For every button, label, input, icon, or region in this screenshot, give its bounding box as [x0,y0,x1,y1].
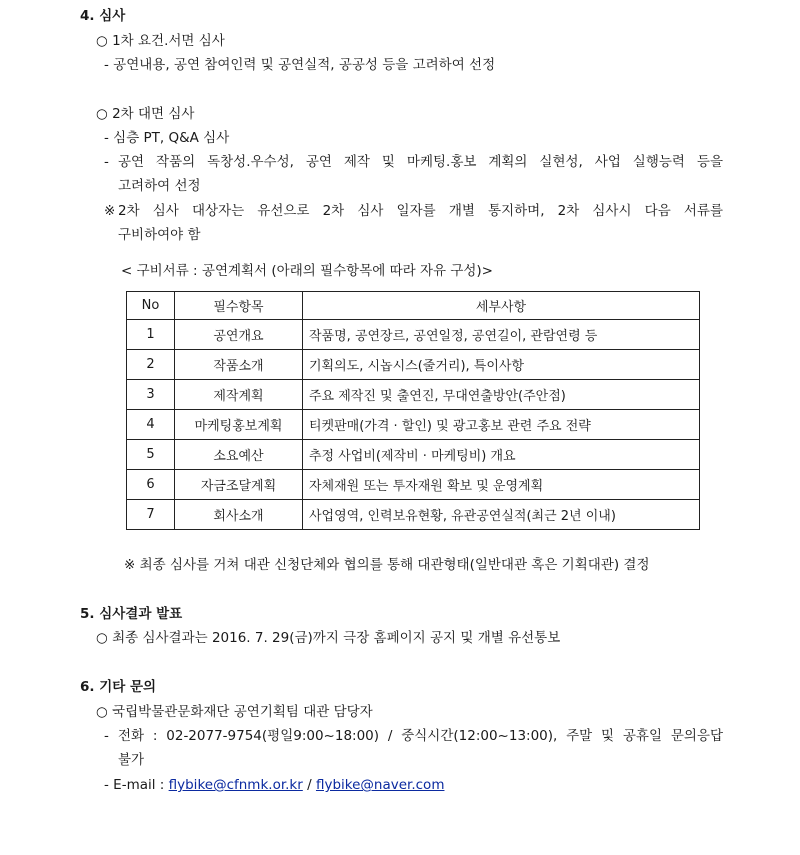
row-no: 1 [127,320,175,350]
round2-note-line2: 구비하여야 함 [118,227,201,243]
row-no: 3 [127,380,175,410]
table-row [127,410,700,440]
table-row [127,350,700,380]
row-detail: 추정 사업비(제작비 · 마케팅비) 개요 [303,440,700,470]
round1-title: ○ 1차 요건.서면 심사 [96,33,225,49]
section-4-heading: 4. 심사 [80,8,126,24]
table-row [127,470,700,500]
docs-caption: < 구비서류 : 공연계획서 (아래의 필수항목에 따라 자유 구성)> [121,263,493,279]
row-detail: 사업영역, 인력보유현황, 유관공연실적(최근 2년 이내) [303,500,700,530]
row-detail: 자체재원 또는 투자재원 확보 및 운영계획 [303,470,700,500]
round2-item2-line2: 고려하여 선정 [118,178,201,194]
final-review-note: ※ 최종 심사를 거쳐 대관 신청단체와 협의를 통해 대관형태(일반대관 혹은 기획대관) 결정 [124,557,650,573]
section-5-heading: 5. 심사결과 발표 [80,606,183,622]
round2-note-mark: ※ [104,203,116,219]
row-item: 회사소개 [175,500,303,530]
round2-item1: - 심층 PT, Q&A 심사 [104,130,230,146]
row-item: 제작계획 [175,380,303,410]
row-no: 2 [127,350,175,380]
phone-line2: 불가 [118,752,145,768]
row-no: 6 [127,470,175,500]
header-detail: 세부사항 [303,292,700,320]
header-item: 필수항목 [175,292,303,320]
contact-title: ○ 국립박물관문화재단 공연기획팀 대관 담당자 [96,704,373,720]
email-link-cfnmk[interactable]: flybike@cfnmk.or.kr [168,777,303,793]
header-no: No [127,292,175,320]
round1-desc: - 공연내용, 공연 참여인력 및 공연실적, 공공성 등을 고려하여 선정 [104,57,496,73]
row-item: 소요예산 [175,440,303,470]
round2-item2-dash: - [104,154,109,170]
required-items-table [126,291,700,530]
row-no: 4 [127,410,175,440]
row-no: 5 [127,440,175,470]
row-no: 7 [127,500,175,530]
phone-dash: - [104,728,109,744]
row-detail: 기획의도, 시놉시스(줄거리), 특이사항 [303,350,700,380]
round2-note-line1: 2차 심사 대상자는 유선으로 2차 심사 일자를 개별 통지하며, 2차 심사시 다음 서류를 [118,203,723,219]
round2-title: ○ 2차 대면 심사 [96,106,195,122]
table-row [127,320,700,350]
table-row [127,380,700,410]
email-link-naver[interactable]: flybike@naver.com [315,777,445,793]
row-detail: 티켓판매(가격 · 할인) 및 광고홍보 관련 주요 전략 [303,410,700,440]
email-label: - E-mail : [104,777,169,793]
table-row [127,440,700,470]
row-detail: 작품명, 공연장르, 공연일정, 공연길이, 관람연령 등 [303,320,700,350]
phone-line1: 전화 : 02-2077-9754(평일9:00~18:00) / 중식시간(12:00~13:00), 주말 및 공휴일 문의응답 [118,728,723,744]
email-separator: / [302,777,316,793]
table-row [127,500,700,530]
row-item: 마케팅홍보계획 [175,410,303,440]
round2-item2-line1: 공연 작품의 독창성.우수성, 공연 제작 및 마케팅.홍보 계획의 실현성, 사업 실행능력 등을 [118,154,723,170]
row-detail: 주요 제작진 및 출연진, 무대연출방안(주안점) [303,380,700,410]
row-item: 공연개요 [175,320,303,350]
email-row [104,775,444,795]
row-item: 작품소개 [175,350,303,380]
table-header-row [127,292,700,320]
result-announcement: ○ 최종 심사결과는 2016. 7. 29(금)까지 극장 홈페이지 공지 및 개별 유선통보 [96,630,561,646]
row-item: 자금조달계획 [175,470,303,500]
section-6-heading: 6. 기타 문의 [80,679,157,695]
